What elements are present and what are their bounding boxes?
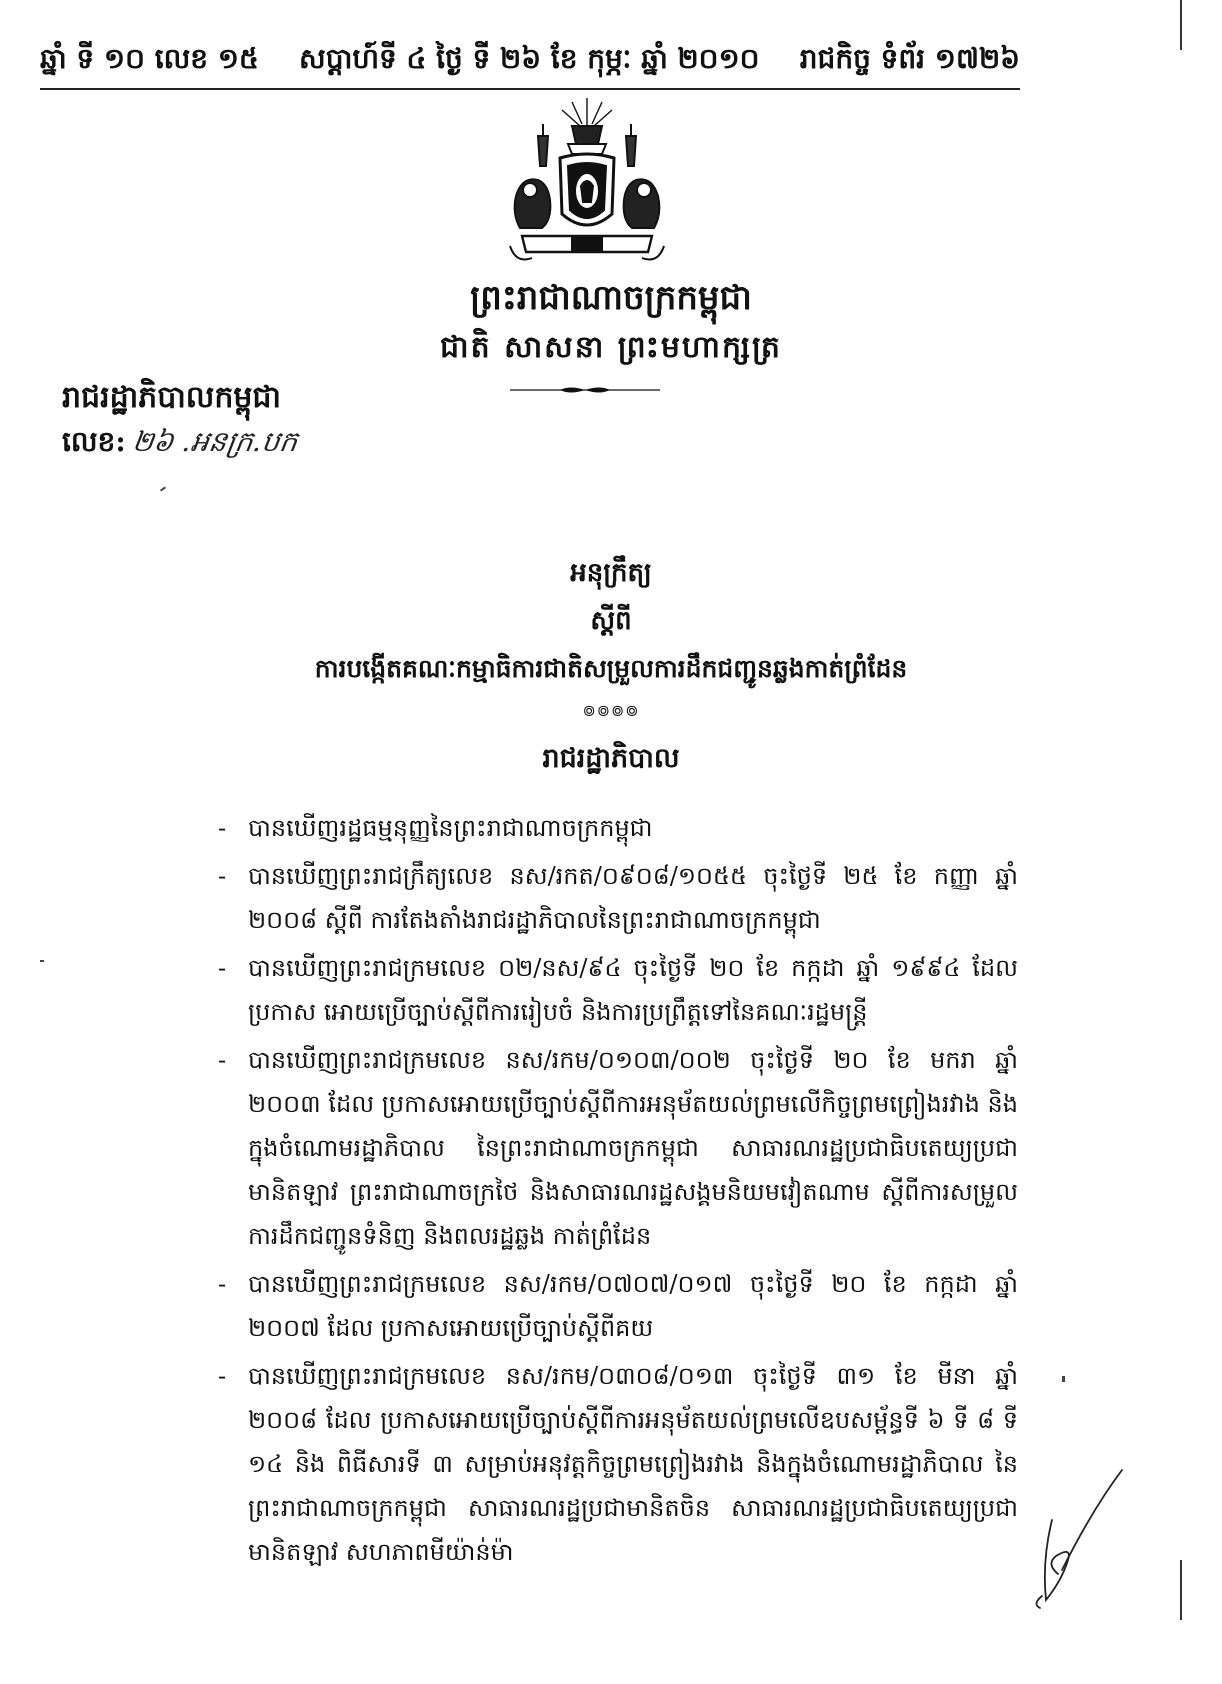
gazette-date: សប្តាហ៍ទី ៤ ថ្ងៃ ទី ២៦ ខែ កុម្ភៈ ឆ្នាំ ២០១០ — [299, 42, 760, 75]
list-item: - បានឃើញរដ្ឋធម្មនុញ្ញនៃព្រះរាជាណាចក្រកម្ពុជា — [218, 806, 1018, 850]
document-issuer: រាជរដ្ឋាភិបាល — [542, 743, 680, 774]
document-about: ស្តីពី — [590, 606, 632, 636]
document-subject: ការបង្កើតគណៈកម្មាធិការជាតិសម្រួលការដឹកជញ្ជូនឆ្លងកាត់ព្រំដែន — [314, 654, 908, 683]
gazette-header — [40, 32, 1020, 90]
scan-edge-line — [1180, 1560, 1182, 1620]
royal-emblem-icon — [502, 96, 672, 268]
reference-value: ២៦ .អនក្រ.បក — [129, 425, 300, 458]
list-item: - បានឃើញព្រះរាជក្រឹត្យលេខ នស/រកត/០៩០៨/១០៥៥ ចុះថ្ងៃទី ២៥ ខែ កញ្ញា ឆ្នាំ ២០០៨ ស្តីពី ការតែងតាំងរាជរដ្ឋាភិបាលនៃព្រះរាជាណាចក្រកម្ពុជា — [218, 854, 1018, 942]
ornament-line: ៙៙៙៙ — [582, 701, 640, 720]
document-type: អនុក្រឹត្យ — [570, 558, 652, 588]
stray-mark — [160, 486, 166, 491]
stray-mark — [1062, 1376, 1065, 1382]
kingdom-motto: ជាតិ សាសនា ព្រះមហាក្សត្រ — [440, 330, 782, 365]
reference-label: លេខ: — [62, 425, 126, 458]
gazette-issue: ឆ្នាំ ទី ១០ លេខ ១៥ — [40, 42, 259, 75]
ornamental-divider — [510, 385, 660, 395]
scan-edge-line — [1180, 0, 1182, 50]
list-item: - បានឃើញព្រះរាជក្រមលេខ នស/រកម/០៣០៨/០១៣ ចុះថ្ងៃទី ៣១ ខែ មីនា ឆ្នាំ ២០០៨ ដែល ប្រកាសអោយប្រើច្បាប់ស្តីពីការអនុម័តយល់ព្រមលើឧបសម្ព័ន្ធទី ៦ ទី ៨ ទី ១៤ និង ពិធីសារទី ៣ សម្រាប់អនុវត្តកិច្ចព្រមព្រៀងរវាង និងក្នុងចំណោមរដ្ឋាភិបាល នៃព្រះរាជាណាចក្រកម្ពុជា សាធារណរដ្ឋប្រជាមានិតចិន សាធារណរដ្ឋប្រជាធិបតេយ្យប្រជាមានិតឡាវ សហភាពមីយ៉ាន់ម៉ា — [218, 1354, 1018, 1574]
gazette-page: រាជកិច្ច ទំព័រ ១៧២៦ — [799, 42, 1020, 75]
stray-mark — [40, 960, 44, 962]
list-item: - បានឃើញព្រះរាជក្រមលេខ នស/រកម/០៧០៧/០១៧ ចុះថ្ងៃទី ២០ ខែ កក្កដា ឆ្នាំ ២០០៧ ដែល ប្រកាសអោយប្រើច្បាប់ស្តីពីគយ — [218, 1262, 1018, 1350]
reference-number — [62, 424, 300, 465]
signature-icon — [1012, 1460, 1132, 1610]
issuing-government: រាជរដ្ឋាភិបាលកម្ពុជា — [62, 380, 281, 415]
list-item: - បានឃើញព្រះរាជក្រមលេខ នស/រកម/០១០៣/០០២ ចុះថ្ងៃទី ២០ ខែ មករា ឆ្នាំ ២០០៣ ដែល ប្រកាសអោយប្រើច្បាប់ស្តីពីការអនុម័តយល់ព្រមលើកិច្ចព្រមព្រៀងរវាង និងក្នុងចំណោមរដ្ឋាភិបាល នៃព្រះរាជាណាចក្រកម្ពុជា សាធារណរដ្ឋប្រជាធិបតេយ្យប្រជាមានិតឡាវ ព្រះរាជាណាចក្រថៃ និងសាធារណរដ្ឋសង្គមនិយមវៀតណាម ស្តីពីការសម្រួលការដឹកជញ្ជូនទំនិញ និងពលរដ្ឋឆ្លង កាត់ព្រំដែន — [218, 1038, 1018, 1258]
kingdom-name: ព្រះរាជាណាចក្រកម្ពុជា — [470, 278, 752, 318]
list-item: - បានឃើញព្រះរាជក្រមលេខ ០២/នស/៩៤ ចុះថ្ងៃទី ២០ ខែ កក្កដា ឆ្នាំ ១៩៩៤ ដែលប្រកាស អោយប្រើច្បាប់ស្តីពីការរៀបចំ និងការប្រព្រឹត្តទៅនៃគណៈរដ្ឋមន្ត្រី — [218, 946, 1018, 1034]
preamble-list — [218, 806, 1018, 1578]
